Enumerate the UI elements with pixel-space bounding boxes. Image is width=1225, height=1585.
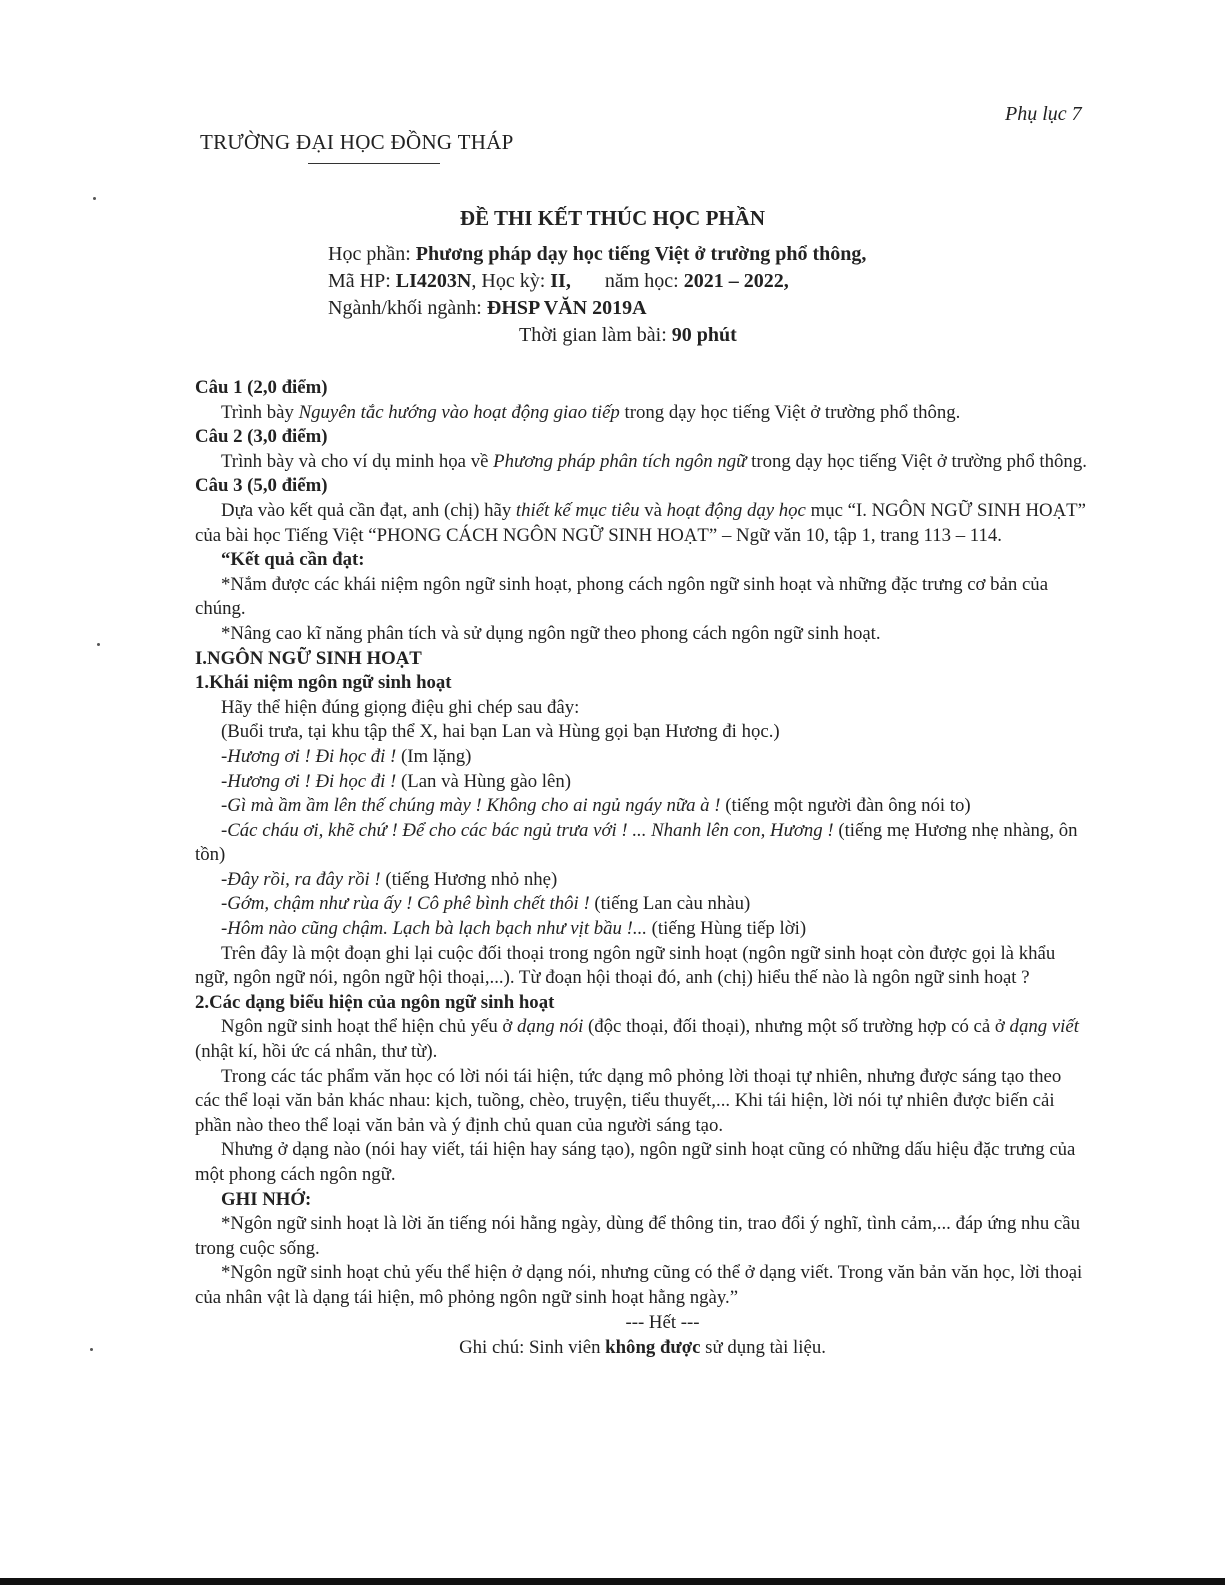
dialogue-speech: -Gớm, chậm như rùa ấy ! Cô phê bình chết thôi ! xyxy=(221,893,590,915)
code-value: LI4203N xyxy=(395,270,472,292)
time-line xyxy=(519,324,737,347)
dialogue-note: (Lan và Hùng gào lên) xyxy=(396,770,572,792)
dialogue-note: (Im lặng) xyxy=(396,745,472,767)
q3-heading: Câu 3 (5,0 điểm) xyxy=(195,475,328,497)
p1-c: (nhật kí, hồi ức cá nhân, thư từ). xyxy=(195,1041,438,1063)
footer-note xyxy=(195,1336,1090,1361)
dialogue-note: (tiếng Hùng tiếp lời) xyxy=(646,918,807,940)
time-label: Thời gian làm bài: xyxy=(519,324,672,346)
q3-text-c: mục “I. NGÔN NGỮ SINH HOẠT” của bài học Tiếng Việt “PHONG CÁCH NGÔN NGỮ SINH HOẠT” – Ngữ văn 10, tập 1, trang 113 – 114. xyxy=(195,499,1086,546)
appendix-label: Phụ lục 7 xyxy=(1005,103,1082,125)
dialogue-note: (tiếng Hương nhỏ nhẹ) xyxy=(380,868,558,890)
footer-note-bold: không được xyxy=(605,1337,701,1359)
dialogue-line xyxy=(195,819,1090,868)
dialogue-note: (tiếng mẹ Hương nhẹ nhàng, ôn tồn) xyxy=(195,819,1078,866)
end-marker: --- Hết --- xyxy=(625,1311,700,1333)
footer-note-a: Ghi chú: Sinh viên xyxy=(459,1337,606,1359)
subsection-1-intro: Hãy thể hiện đúng giọng điệu ghi chép sau đây: xyxy=(221,696,580,718)
subsection-2-p2: Trong các tác phẩm văn học có lời nói tái hiện, tức dạng mô phỏng lời thoại tự nhiên, nhưng được sáng tạo theo các thể loại văn bản khác nhau: kịch, tuồng, chèo, truyện, tiểu thuyết,... Khi tái hiện, lời nói tự nhiên được biến cải phần nào theo thể loại văn bản và ý định chủ quan của người sáng tạo. xyxy=(195,1065,1062,1136)
semester-label: , Học kỳ: xyxy=(471,270,551,292)
dialogue-speech: -Đây rồi, ra đây rồi ! xyxy=(221,868,381,890)
q2-text xyxy=(195,450,1090,475)
course-line xyxy=(328,243,866,266)
scan-speck xyxy=(90,1348,93,1351)
semester-value: II, xyxy=(550,270,571,292)
q3-text xyxy=(195,499,1090,548)
dialogue-speech: -Hôm nào cũng chậm. Lạch bà lạch bạch như vịt bầu !... xyxy=(221,918,647,940)
q3-text-em2: hoạt động dạy học xyxy=(666,499,806,521)
note-heading: GHI NHỚ: xyxy=(221,1188,312,1210)
dialogue-speech: -Hương ơi ! Đi học đi ! xyxy=(221,745,397,767)
footer-note-b: sử dụng tài liệu. xyxy=(700,1337,826,1359)
q1-text-a: Trình bày xyxy=(221,401,299,423)
time-value: 90 phút xyxy=(671,324,737,346)
major-line xyxy=(328,297,647,320)
subsection-2-heading: 2.Các dạng biểu hiện của ngôn ngữ sinh hoạt xyxy=(195,991,555,1013)
q1-text-b: trong dạy học tiếng Việt ở trường phổ thông. xyxy=(619,401,961,423)
p1-em2: dạng viết xyxy=(1009,1016,1079,1038)
dialogue-note: (tiếng Lan càu nhàu) xyxy=(589,893,751,915)
dialogue-speech: -Gì mà ầm ầm lên thế chúng mày ! Không cho ai ngủ ngáy nữa à ! xyxy=(221,795,721,817)
code-line xyxy=(328,270,789,293)
p1-a: Ngôn ngữ sinh hoạt thể hiện chủ yếu ở xyxy=(221,1016,518,1038)
school-underline xyxy=(308,163,440,164)
scan-speck xyxy=(97,643,100,646)
q3-text-em1: thiết kế mục tiêu xyxy=(515,499,640,521)
q3-text-b: và xyxy=(639,499,667,521)
result-2: *Nâng cao kĩ năng phân tích và sử dụng ngôn ngữ theo phong cách ngôn ngữ sinh hoạt. xyxy=(221,622,881,644)
major-value: ĐHSP VĂN 2019A xyxy=(486,297,647,319)
q2-text-em: Phương pháp phân tích ngôn ngữ xyxy=(493,450,747,472)
subsection-1-paragraph: Trên đây là một đoạn ghi lại cuộc đối thoại trong ngôn ngữ sinh hoạt (ngôn ngữ sinh hoạt còn được gọi là khẩu ngữ, ngôn ngữ nói, ngôn ngữ hội thoại,...). Từ đoạn hội thoại đó, anh (chị) hiểu thế nào là ngôn ngữ sinh hoạt ? xyxy=(195,942,1056,989)
dialogue-speech: -Các cháu ơi, khẽ chứ ! Để cho các bác ngủ trưa với ! ... Nhanh lên con, Hương ! xyxy=(221,819,834,841)
exam-body xyxy=(195,376,1090,1361)
q2-text-a: Trình bày và cho ví dụ minh họa về xyxy=(221,450,494,472)
note-2: *Ngôn ngữ sinh hoạt chủ yếu thể hiện ở dạng nói, nhưng cũng có thể ở dạng viết. Trong văn bản văn học, lời thoại của nhân vật là dạng tái hiện, mô phỏng ngôn ngữ sinh hoạt hằng ngày.” xyxy=(195,1262,1083,1308)
subsection-2-p3: Nhưng ở dạng nào (nói hay viết, tái hiện hay sáng tạo), ngôn ngữ sinh hoạt cũng có những dấu hiệu đặc trưng của một phong cách ngôn ngữ. xyxy=(195,1139,1076,1185)
exam-title: ĐỀ THI KẾT THÚC HỌC PHẦN xyxy=(459,206,766,230)
year-label: năm học: xyxy=(604,270,684,292)
section-1-heading: I.NGÔN NGỮ SINH HOẠT xyxy=(195,647,422,669)
result-1: *Nắm được các khái niệm ngôn ngữ sinh hoạt, phong cách ngôn ngữ sinh hoạt và những đặc trưng cơ bản của chúng. xyxy=(195,573,1049,620)
p1-b: (độc thoại, đối thoại), nhưng một số trường hợp có cả ở xyxy=(583,1016,1010,1038)
code-label: Mã HP: xyxy=(328,270,396,292)
major-label: Ngành/khối ngành: xyxy=(328,297,487,319)
dialogue-line xyxy=(195,745,1090,770)
subsection-1-context: (Buổi trưa, tại khu tập thể X, hai bạn Lan và Hùng gọi bạn Hương đi học.) xyxy=(221,721,780,743)
school-name: TRƯỜNG ĐẠI HỌC ĐỒNG THÁP xyxy=(200,130,514,154)
course-label: Học phần: xyxy=(328,243,416,265)
subsection-2-p1 xyxy=(195,1015,1090,1064)
scan-speck xyxy=(93,197,96,200)
year-value: 2021 – 2022, xyxy=(683,270,789,292)
dialogue-line xyxy=(195,917,1090,942)
dialogue-speech: -Hương ơi ! Đi học đi ! xyxy=(221,770,397,792)
result-heading: “Kết quả cần đạt: xyxy=(221,549,365,571)
subsection-1-heading: 1.Khái niệm ngôn ngữ sinh hoạt xyxy=(195,672,452,694)
course-value: Phương pháp dạy học tiếng Việt ở trường phổ thông, xyxy=(415,243,867,265)
dialogue-line xyxy=(195,892,1090,917)
note-1: *Ngôn ngữ sinh hoạt là lời ăn tiếng nói hằng ngày, dùng để thông tin, trao đổi ý nghĩ, tình cảm,... đáp ứng nhu cầu trong cuộc sống. xyxy=(195,1213,1080,1259)
q1-text-em: Nguyên tắc hướng vào hoạt động giao tiếp xyxy=(298,401,620,423)
dialogue-line xyxy=(195,770,1090,795)
dialogue-line xyxy=(195,868,1090,893)
p1-em1: dạng nói xyxy=(517,1016,584,1038)
q2-heading: Câu 2 (3,0 điểm) xyxy=(195,426,328,448)
scan-bottom-edge xyxy=(0,1578,1225,1585)
q1-heading: Câu 1 (2,0 điểm) xyxy=(195,377,328,398)
dialogue-line xyxy=(195,794,1090,819)
dialogue-note: (tiếng một người đàn ông nói to) xyxy=(720,795,971,817)
q3-text-a: Dựa vào kết quả cần đạt, anh (chị) hãy xyxy=(221,499,516,521)
q1-text xyxy=(195,401,1090,426)
q2-text-b: trong dạy học tiếng Việt ở trường phổ thông. xyxy=(746,450,1087,472)
